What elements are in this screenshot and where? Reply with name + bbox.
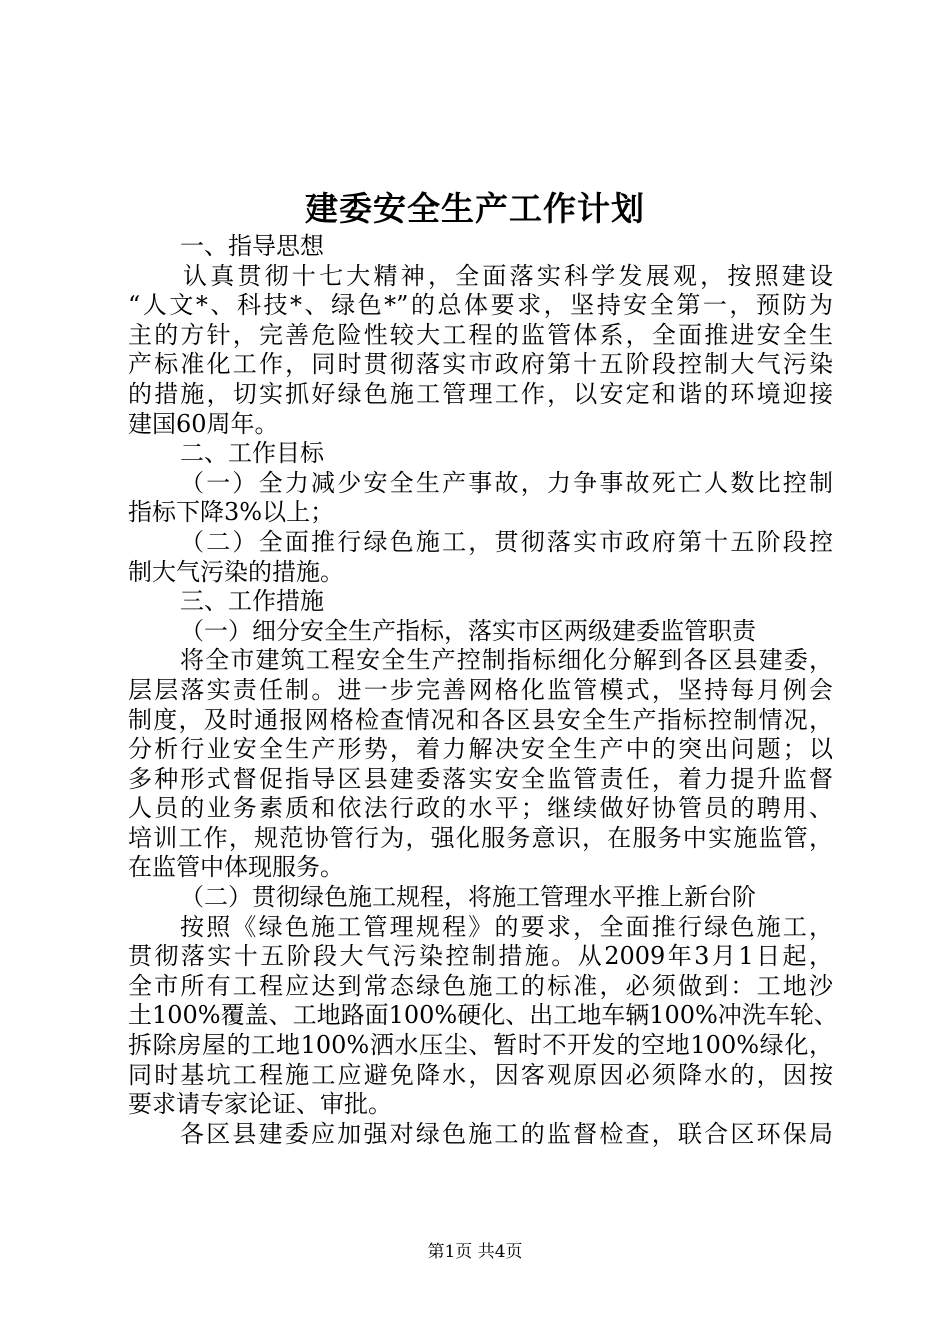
paragraph-line: “人文*、科技*、绿色*”的总体要求，坚持安全第一，预防为 (128, 291, 833, 320)
section-heading: 三、工作措施 (180, 587, 324, 616)
paragraph-line: （一）全力减少安全生产事故，力争事故死亡人数比控制 (180, 468, 833, 497)
paragraph-line: 主的方针，完善危险性较大工程的监管体系，全面推进安全生 (128, 320, 833, 349)
paragraph-line: 贯彻落实十五阶段大气污染控制措施。从2009年3月1日起， (128, 942, 833, 971)
paragraph-line: 土100%覆盖、工地路面100%硬化、出工地车辆100%冲洗车轮、 (128, 1001, 838, 1030)
paragraph-line: 全市所有工程应达到常态绿色施工的标准，必须做到：工地沙 (128, 971, 833, 1000)
paragraph-line: 各区县建委应加强对绿色施工的监督检查，联合区环保局 (180, 1119, 833, 1148)
paragraph-line: 的措施，切实抓好绿色施工管理工作，以安定和谐的环境迎接 (128, 379, 833, 408)
document-title: 建委安全生产工作计划 (305, 189, 645, 228)
paragraph-line: 在监管中体现服务。 (128, 853, 344, 882)
paragraph-line: 拆除房屋的工地100%洒水压尘、暂时不开发的空地100%绿化， (128, 1031, 833, 1060)
paragraph-line: 产标准化工作，同时贯彻落实市政府第十五阶段控制大气污染 (128, 350, 833, 379)
paragraph-line: 人员的业务素质和依法行政的水平；继续做好协管员的聘用、 (128, 794, 833, 823)
paragraph-line: 认真贯彻十七大精神，全面落实科学发展观，按照建设 (183, 261, 833, 290)
document-body (128, 232, 838, 1149)
paragraph-line: 将全市建筑工程安全生产控制指标细化分解到各区县建委， (180, 646, 833, 675)
paragraph-line: （二）全面推行绿色施工，贯彻落实市政府第十五阶段控 (180, 527, 833, 556)
paragraph-line: 制大气污染的措施。 (128, 557, 344, 586)
paragraph-line: 分析行业安全生产形势，着力解决安全生产中的突出问题；以 (128, 735, 833, 764)
paragraph-line: 指标下降3%以上； (128, 498, 335, 527)
paragraph-line: 按照《绿色施工管理规程》的要求，全面推行绿色施工， (180, 912, 833, 941)
paragraph-line: 培训工作，规范协管行为，强化服务意识，在服务中实施监管， (128, 823, 833, 852)
paragraph-line: 层层落实责任制。进一步完善网格化监管模式，坚持每月例会 (128, 675, 833, 704)
paragraph-line: 制度，及时通报网格检查情况和各区县安全生产指标控制情况， (128, 705, 833, 734)
subsection-heading: （二）贯彻绿色施工规程，将施工管理水平推上新台阶 (180, 883, 756, 912)
paragraph-line: 多种形式督促指导区县建委落实安全监管责任，着力提升监督 (128, 764, 833, 793)
section-heading: 一、指导思想 (180, 232, 324, 260)
section-heading: 二、工作目标 (180, 439, 324, 468)
paragraph-line: 同时基坑工程施工应避免降水，因客观原因必须降水的，因按 (128, 1060, 833, 1089)
page-number: 第1页 共4页 (427, 1242, 523, 1262)
subsection-heading: （一）细分安全生产指标，落实市区两级建委监管职责 (180, 616, 756, 645)
paragraph-line: 要求请专家论证、审批。 (128, 1090, 392, 1119)
paragraph-line: 建国60周年。 (128, 409, 279, 438)
